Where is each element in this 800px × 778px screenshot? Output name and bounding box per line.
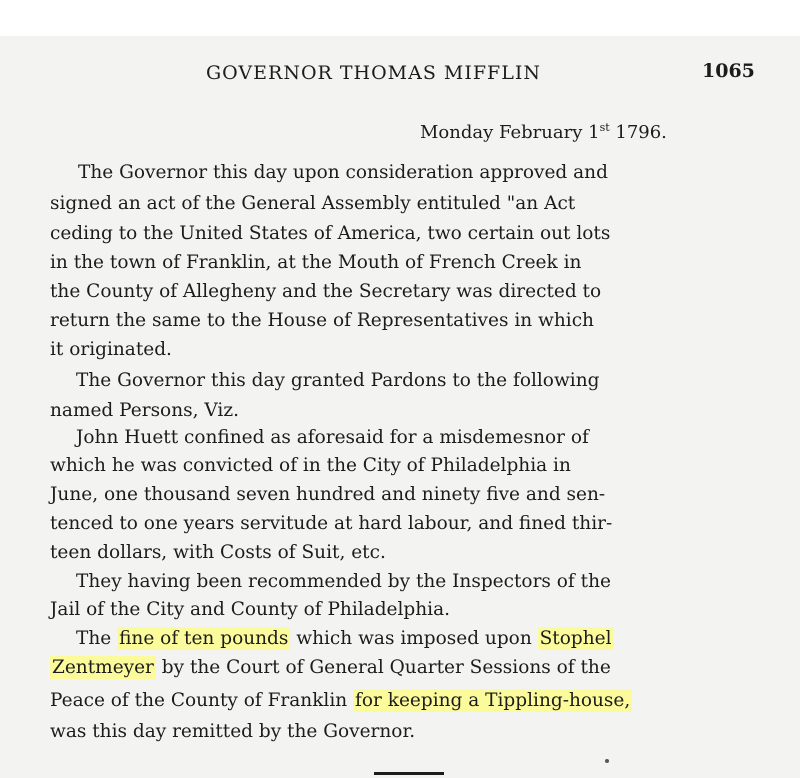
text-line: it originated. <box>50 339 172 360</box>
text-line-highlighted <box>50 687 632 714</box>
highlighted-phrase: Stophel <box>539 628 612 649</box>
text-segment: by the Court of General Quarter Sessions of the <box>155 657 611 678</box>
text-line: in the town of Franklin, at the Mouth of French Creek in <box>50 252 582 273</box>
text-line-highlighted <box>50 654 611 681</box>
bottom-rule <box>374 772 444 775</box>
text-line: They having been recommended by the Inspectors of the <box>76 571 611 592</box>
text-line: tenced to one years servitude at hard labour, and fined thir- <box>50 513 613 534</box>
text-line: which he was convicted of in the City of Philadelphia in <box>50 455 571 476</box>
text-line: ceding to the United States of America, two certain out lots <box>50 223 611 244</box>
text-line: John Huett confined as aforesaid for a misdemesnor of <box>76 427 589 448</box>
dateline-suffix: st <box>599 121 610 134</box>
text-line: was this day remitted by the Governor. <box>50 721 416 742</box>
text-segment: The <box>76 628 118 649</box>
highlighted-phrase: fine of ten pounds <box>119 628 289 649</box>
dateline <box>420 121 667 143</box>
text-segment: which was imposed upon <box>290 628 538 649</box>
text-line: signed an act of the General Assembly entituled "an Act <box>50 193 576 214</box>
ink-speck <box>605 759 609 763</box>
dateline-year: 1796. <box>615 122 667 143</box>
highlighted-phrase: Zentmeyer <box>52 657 154 678</box>
highlighted-phrase: for keeping a Tippling-house, <box>355 690 631 711</box>
text-line: named Persons, Viz. <box>50 400 239 421</box>
text-line: teen dollars, with Costs of Suit, etc. <box>50 542 386 563</box>
page-number: 1065 <box>702 60 755 82</box>
text-line: The Governor this day granted Pardons to the following <box>76 370 600 391</box>
running-header-title: GOVERNOR THOMAS MIFFLIN <box>206 62 541 84</box>
text-line-highlighted <box>76 625 614 652</box>
text-line: June, one thousand seven hundred and ninety five and sen- <box>50 484 606 505</box>
text-segment: Peace of the County of Franklin <box>50 690 354 711</box>
text-line: the County of Allegheny and the Secretary was directed to <box>50 281 602 302</box>
text-line: return the same to the House of Representatives in which <box>50 310 594 331</box>
dateline-text: Monday February 1 <box>420 122 600 143</box>
text-line: Jail of the City and County of Philadelphia. <box>50 599 450 620</box>
text-line: The Governor this day upon consideration approved and <box>78 162 608 183</box>
